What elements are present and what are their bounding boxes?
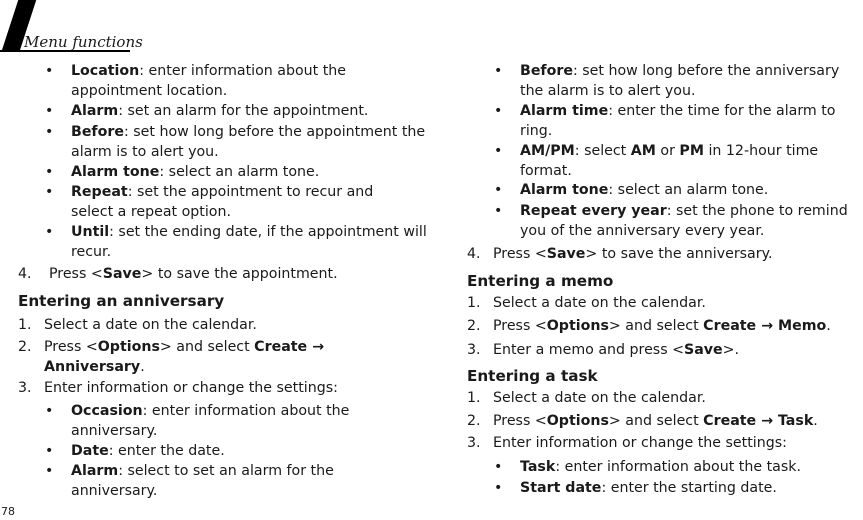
step-item: 1. Select a date on the calendar. (18, 317, 257, 333)
step-item: 4. Press <Save> to save the appointment. (18, 266, 338, 282)
list-item: • Alarm: set an alarm for the appointment. (45, 103, 369, 119)
list-item: • Until: set the ending date, if the appointment will recur. (45, 224, 427, 260)
step-item: 1. Select a date on the calendar. (467, 390, 706, 406)
list-item: • Occasion: enter information about the anniversary. (45, 403, 350, 439)
list-item: • Alarm: select to set an alarm for the anniversary. (45, 463, 334, 499)
list-item: • Date: enter the date. (45, 443, 225, 459)
list-item: • Alarm time: enter the time for the alarm to ring. (494, 103, 836, 139)
list-item: • Repeat: set the appointment to recur and select a repeat option. (45, 184, 374, 220)
list-item: • Repeat every year: set the phone to remind you of the anniversary every year. (494, 203, 848, 239)
step-item: 3. Enter information or change the settings: (18, 380, 338, 396)
step-item: 3. Enter a memo and press <Save>. (467, 342, 740, 358)
step-item: 2. Press <Options> and select Create → Anniversary. (18, 339, 325, 375)
step-item: 2. Press <Options> and select Create → Task. (467, 413, 818, 429)
list-item: • Location: enter information about the appointment location. (45, 63, 347, 99)
section-heading-memo: Entering a memo (467, 272, 614, 290)
list-item: • Alarm tone: select an alarm tone. (45, 164, 320, 180)
list-item: • Task: enter information about the task. (494, 459, 801, 475)
step-item: 2. Press <Options> and select Create → Memo. (467, 318, 831, 334)
page-number: 78 (1, 505, 15, 518)
list-item: • Before: set how long before the anniversary the alarm is to alert you. (494, 63, 840, 99)
step-item: 4. Press <Save> to save the anniversary. (467, 246, 773, 262)
list-item: • Before: set how long before the appointment the alarm is to alert you. (45, 124, 426, 160)
list-item: • AM/PM: select AM or PM in 12-hour time format. (494, 143, 819, 179)
section-heading-anniversary: Entering an anniversary (18, 292, 225, 310)
section-heading-task: Entering a task (467, 367, 598, 385)
step-item: 1. Select a date on the calendar. (467, 295, 706, 311)
list-item: • Start date: enter the starting date. (494, 480, 777, 496)
header-title: Menu functions (24, 33, 143, 51)
step-item: 3. Enter information or change the settings: (467, 435, 787, 451)
list-item: • Alarm tone: select an alarm tone. (494, 182, 769, 198)
